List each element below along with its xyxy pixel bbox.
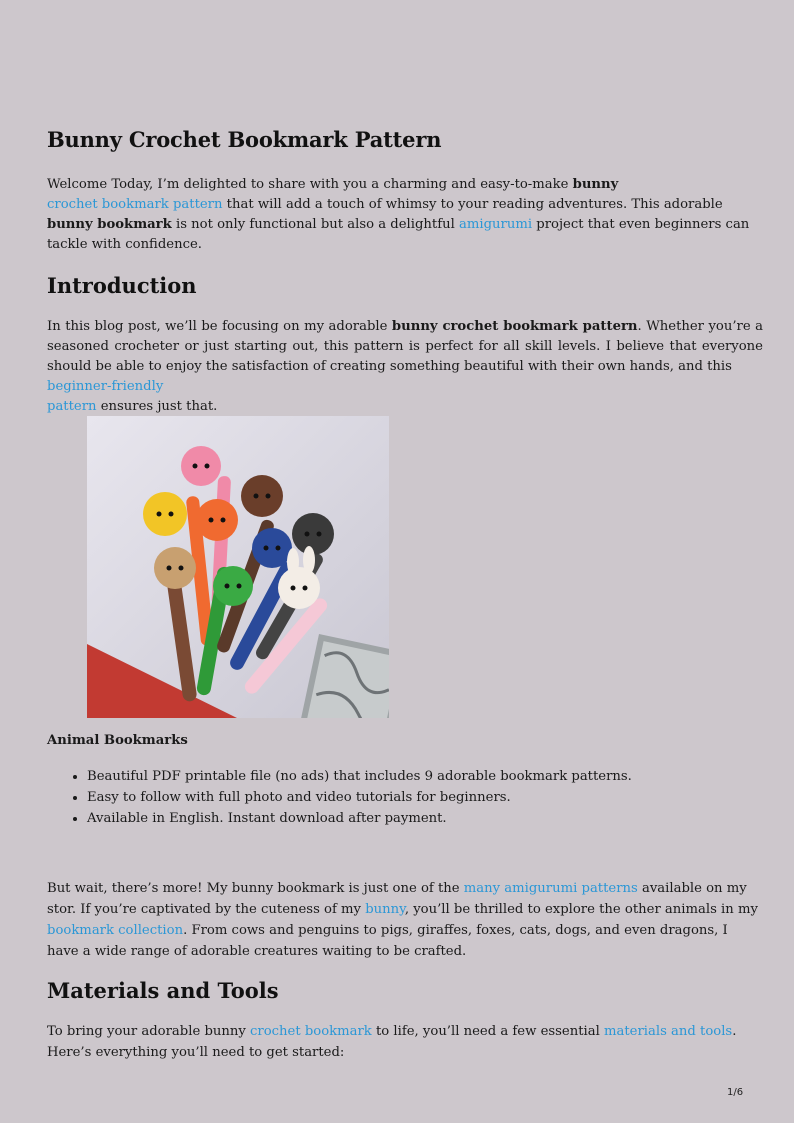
welcome-text-1: Welcome Today, I’m delighted to share with you a charming and easy-to-make [47, 177, 573, 192]
welcome-paragraph [47, 175, 763, 255]
intro-paragraph [47, 317, 763, 417]
welcome-bold-2: bunny bookmark [47, 217, 172, 232]
bullet-list [47, 766, 632, 829]
page-number: 1/6 [727, 1087, 744, 1098]
list-item: • Beautiful PDF printable file (no ads) that includes 9 adorable bookmark patterns. [87, 766, 632, 787]
intro-text-1: In this blog post, we’ll be focusing on my adorable [47, 319, 392, 334]
list-item: • Available in English. Instant download after payment. [87, 808, 632, 829]
link-beginner-friendly[interactable]: beginner-friendly [47, 379, 164, 394]
link-many-amigurumi-patterns[interactable]: many amigurumi patterns [463, 881, 638, 896]
more-text-1: But wait, there’s more! My bunny bookmark is just one of the [47, 881, 464, 896]
mt-text-1: To bring your adorable bunny [47, 1024, 251, 1039]
welcome-text-2: that will add a touch of whimsy to your reading adventures. This adorable [222, 197, 723, 212]
animal-bookmarks-photo [87, 416, 389, 718]
link-amigurumi[interactable]: amigurumi [459, 217, 533, 232]
list-item: • Easy to follow with full photo and video tutorials for beginners. [87, 787, 632, 808]
link-materials-and-tools[interactable]: materials and tools [604, 1024, 733, 1039]
link-pattern[interactable]: pattern [47, 399, 97, 414]
more-paragraph [47, 878, 763, 962]
more-text-2: available on my stor. If you’re captivated by the cuteness of my [47, 881, 747, 917]
link-crochet-bookmark[interactable]: crochet bookmark [250, 1024, 372, 1039]
link-crochet-bookmark-pattern[interactable]: crochet bookmark pattern [47, 197, 223, 212]
welcome-text-3: is not only functional but also a delightful [171, 217, 460, 232]
bookmarks-illustration [87, 416, 389, 718]
page-title: Bunny Crochet Bookmark Pattern [47, 127, 442, 152]
more-text-4: . From cows and penguins to pigs, giraffes, foxes, cats, dogs, and even dragons, I have a wide range of adorable creatures waiting to be crafted. [47, 923, 728, 959]
materials-tools-heading: Materials and Tools [47, 978, 279, 1003]
welcome-text-4: project that even beginners can tackle with confidence. [47, 217, 750, 252]
link-bookmark-collection[interactable]: bookmark collection [47, 923, 184, 938]
link-bunny[interactable]: bunny [365, 902, 405, 917]
mt-text-3: . Here’s everything you’ll need to get started: [47, 1024, 737, 1060]
introduction-heading: Introduction [47, 273, 197, 298]
intro-text-2: . Whether you’re a seasoned crocheter or just starting out, this pattern is perfect for all skill levels. I believe that everyone should be able to enjoy the satisfaction of creating something beautiful with their own hands, and this [47, 319, 763, 374]
image-caption: Animal Bookmarks [47, 733, 188, 748]
mt-text-2: to life, you’ll need a few essential [371, 1024, 605, 1039]
more-text-3: , you’ll be thrilled to explore the other animals in my [404, 902, 758, 917]
materials-paragraph [47, 1021, 763, 1063]
welcome-bold-1: bunny [572, 177, 619, 192]
intro-bold-1: bunny crochet bookmark pattern [391, 319, 638, 334]
intro-text-3: ensures just that. [96, 399, 218, 414]
